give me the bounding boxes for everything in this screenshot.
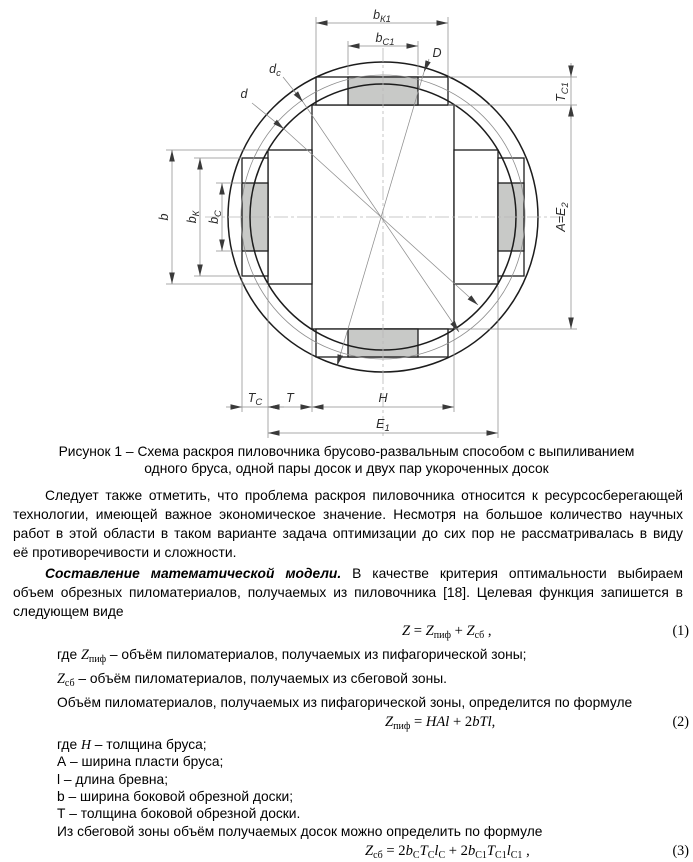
label-D: D: [432, 46, 442, 60]
label-h: H: [378, 391, 388, 405]
label-bc1: $b_{С1}$: [375, 31, 395, 48]
label-d: d: [240, 87, 248, 101]
label-b: b: [157, 213, 171, 221]
definition-line: А – ширина пласти бруса;: [57, 754, 224, 770]
definitions-list: [0, 736, 693, 841]
equation-3-row: [0, 843, 693, 862]
equation-2-number: (2): [672, 714, 689, 730]
text-line: работ в этой области в таком варианте задача оптимизации до сих пор не рассматривалась в виду: [13, 526, 683, 541]
text-line: Из сбеговой зоны объём получаемых досок можно определить по формуле: [57, 824, 543, 840]
text-line: объем обрезных пиломатериалов, получаемых из пиловочника [18]. Целевая функция запишется в: [13, 585, 683, 600]
where-block-1: [0, 645, 693, 712]
z-sb-symbol: $Z_{сб}$: [57, 671, 75, 689]
equation-3-number: (3): [672, 843, 689, 860]
equation-1-number: (1): [672, 623, 689, 639]
label-bc: $b_С$: [207, 210, 224, 224]
equation-1: $Z = Z_{пиф} + Z_{сб}$ ,: [402, 623, 492, 641]
paragraph-model: [0, 564, 693, 621]
z-pif-symbol: $Z_{пиф}$: [80, 647, 107, 665]
text-line: Объём пиломатериалов, получаемых из пифагорической зоны, определится по формуле: [57, 695, 633, 710]
label-dc: $d_с$: [269, 62, 281, 79]
paragraph-problem: [0, 486, 693, 562]
definition-line: Т – толщина боковой обрезной доски.: [57, 806, 301, 822]
figure-caption: [0, 443, 693, 477]
equation-2-row: [0, 714, 693, 736]
text-line: её противоречивости и сложности.: [13, 545, 237, 560]
label-t: T: [286, 391, 294, 405]
equation-1-row: [0, 623, 693, 645]
label-bk: $b_К$: [185, 210, 202, 224]
section-lead: Составление математической модели.: [45, 566, 342, 581]
equation-2: $Z_{пиф}$ = HAl + 2bTl,: [385, 714, 496, 732]
label-tc1: $T_{С1}$: [554, 82, 571, 102]
h-symbol: H: [80, 737, 91, 752]
definition-line: где H – толщина бруса;: [57, 737, 207, 752]
caption-line: Рисунок 1 – Схема раскроя пиловочника брусово-развальным способом с выпиливанием: [58, 444, 635, 459]
label-tc: $T_С$: [247, 391, 263, 408]
text-line: Следует также отметить, что проблема раскроя пиловочника относится к ресурсосберегающей: [45, 488, 683, 503]
definition-line: l – длина бревна;: [57, 771, 169, 787]
text-line: следующем виде: [13, 604, 124, 619]
caption-line: одного бруса, одной пары досок и двух пар укороченных досок: [144, 461, 549, 476]
text-line: технологии, имеющей важное экономическое значение. Несмотря на большое количество научных: [13, 507, 683, 522]
equation-3: $Z_{сб} = 2b_СT_Сl_С + 2b_{С1}T_{С1}l_{С1}$ ,: [365, 843, 530, 862]
label-a-e2: $A=E_2$: [554, 202, 571, 232]
text-line: $Z_{сб}$ – объём пиломатериалов, получаемых из сбеговой зоны.: [57, 671, 447, 689]
label-bk1: $b_{К1}$: [373, 8, 391, 25]
text-line: Составление математической модели. В качестве критерия оптимальности выбираем: [45, 566, 683, 581]
definition-line: b – ширина боковой обрезной доски;: [57, 788, 294, 804]
label-e1: $E_1$: [376, 417, 390, 434]
text-line: где $Z_{пиф}$ – объём пиломатериалов, получаемых из пифагорической зоны;: [57, 647, 527, 665]
